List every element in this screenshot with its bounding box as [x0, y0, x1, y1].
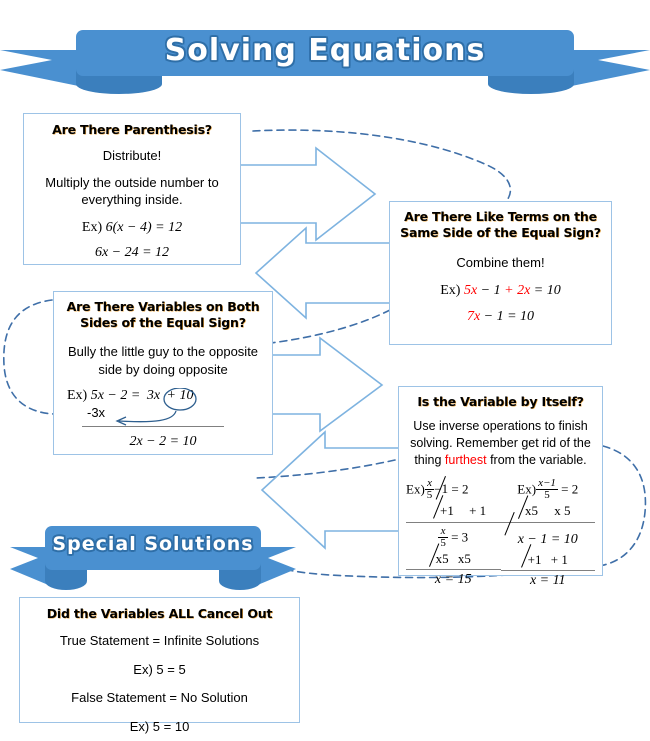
variables-eq1-circled: 3x — [146, 388, 161, 404]
left-work-op-right: + 1 — [469, 502, 487, 518]
box-like-terms-eq1 — [399, 283, 602, 299]
box-special-solutions-title: Did the Variables ALL Cancel Out — [46, 606, 273, 621]
box-special-solutions-line3: False Statement = No Solution — [71, 690, 248, 706]
right-work-row3 — [501, 532, 596, 548]
box-like-terms-eq2-a: 7x — [466, 308, 481, 324]
left-work-answer: x = 15 — [434, 571, 472, 587]
right-work-fraction — [536, 478, 558, 502]
box-special-solutions — [19, 597, 300, 734]
left-work-res-equals: = 3 — [451, 529, 469, 545]
box-like-terms-eq1-b: − 1 — [480, 282, 501, 298]
dashed-path-bottom — [256, 460, 395, 478]
box-like-terms-eq2 — [399, 309, 602, 325]
left-work-row1 — [406, 478, 501, 502]
right-work-res: x − 1 = 10 — [517, 531, 578, 547]
variable-itself-text-red: furthest — [444, 452, 487, 467]
left-work-row2 — [406, 503, 501, 519]
right-work-row1 — [501, 478, 596, 502]
box-like-terms-eq1-e: = 10 — [533, 282, 561, 298]
left-work-op2-left: x5 — [435, 550, 449, 566]
left-work-num: x — [425, 478, 435, 491]
box-parenthesis-line2: Multiply the outside number to everything inside. — [45, 174, 219, 208]
box-variable-by-itself-title: Is the Variable by Itself? — [417, 394, 584, 409]
variables-eq2: -3x — [87, 405, 106, 421]
dashed-path-right-loop — [603, 446, 645, 565]
box-variables-both-sides-line1: Bully the little guy to the opposite side by doing opposite — [67, 344, 259, 377]
left-work-row4 — [406, 551, 501, 567]
left-work-one: 1 — [441, 481, 449, 497]
box-parenthesis-title: Are There Parenthesis? — [52, 122, 212, 137]
box-variable-by-itself — [398, 386, 603, 588]
right-work-op-left: x5 — [525, 502, 538, 518]
header-banner-label: Solving Equations — [164, 33, 486, 68]
right-work-den: 5 — [544, 489, 550, 502]
box-special-solutions-line2: Ex) 5 = 5 — [133, 661, 186, 677]
box-like-terms-eq1-d: 2x — [517, 282, 531, 298]
arrow-like-terms-to-variables — [256, 228, 390, 318]
right-work-num: x−1 — [538, 476, 556, 489]
right-work-label: Ex) — [517, 481, 537, 497]
arrow-annotation-to-minus-3x — [119, 411, 176, 422]
box-variables-both-sides-work — [63, 388, 263, 458]
box-like-terms-ex-label: Ex) — [440, 282, 461, 298]
variable-itself-text-a: Use inverse operations to finish solving. Remember get rid of the thing — [410, 419, 591, 467]
header-banner — [0, 22, 650, 94]
variables-eq3: 2x − 2 = 10 — [129, 434, 197, 450]
left-work-res-den: 5 — [440, 537, 446, 550]
box-like-terms-line1: Combine them! — [456, 255, 545, 270]
right-work-column — [501, 478, 596, 589]
box-like-terms-title: Are There Like Terms on the Same Side of the Equal Sign? — [400, 209, 601, 240]
variable-itself-text-b: from the variable. — [486, 452, 587, 467]
left-work-row3 — [406, 526, 501, 550]
box-special-solutions-line4: Ex) 5 = 10 — [129, 718, 190, 734]
right-work-rule2 — [501, 570, 596, 571]
right-work-op2-right: + 1 — [550, 551, 568, 567]
special-solutions-banner-label: Special Solutions — [52, 533, 254, 555]
variables-eq1-right: + 10 — [166, 388, 194, 404]
variables-eq1-left: 5x − 2 = — [90, 388, 141, 404]
left-work-res-num: x — [438, 526, 448, 539]
box-parenthesis-eq1-text: 6(x − 4) = 12 — [105, 219, 183, 235]
box-variables-both-sides — [53, 291, 273, 455]
box-like-terms-eq1-c: + — [504, 282, 514, 298]
left-work-column — [406, 478, 501, 589]
left-work-fraction — [425, 478, 435, 502]
special-solutions-banner — [0, 517, 320, 595]
arrow-parenthesis-to-like-terms — [236, 148, 375, 240]
box-parenthesis-eq1 — [34, 220, 230, 236]
right-work-op-right: x 5 — [554, 502, 571, 518]
box-like-terms — [389, 201, 612, 345]
right-work-op2-left: +1 — [527, 551, 542, 567]
dashed-path-left-loop — [4, 300, 53, 414]
left-work-den: 5 — [426, 489, 433, 502]
box-parenthesis-line1: Distribute! — [102, 148, 162, 163]
box-like-terms-eq1-a: 5x — [463, 282, 478, 298]
box-parenthesis-eq2: 6x − 24 = 12 — [94, 244, 170, 260]
variable-itself-work-area — [406, 478, 595, 589]
box-variables-both-sides-title: Are There Variables on Both Sides of the Equal Sign? — [66, 299, 260, 330]
circle-annotation-3x — [164, 388, 196, 410]
left-work-op2-right: x5 — [457, 550, 471, 566]
left-work-op-left: +1 — [440, 502, 454, 518]
right-work-equals: = 2 — [561, 481, 579, 497]
box-special-solutions-line1: True Statement = Infinite Solutions — [59, 633, 260, 648]
left-work-equals: = 2 — [451, 481, 469, 497]
box-parenthesis-ex-label: Ex) — [81, 219, 103, 235]
right-work-answer: x = 11 — [529, 572, 566, 588]
dashed-path-top — [253, 130, 510, 206]
box-variable-by-itself-line1 — [406, 418, 595, 469]
variables-ex-label: Ex) — [67, 388, 88, 404]
left-work-rule2 — [406, 569, 501, 570]
box-parenthesis — [23, 113, 241, 265]
box-like-terms-eq2-b: − 1 = 10 — [483, 308, 535, 324]
left-work-minus: − — [434, 481, 442, 497]
left-work-label: Ex) — [406, 481, 425, 497]
